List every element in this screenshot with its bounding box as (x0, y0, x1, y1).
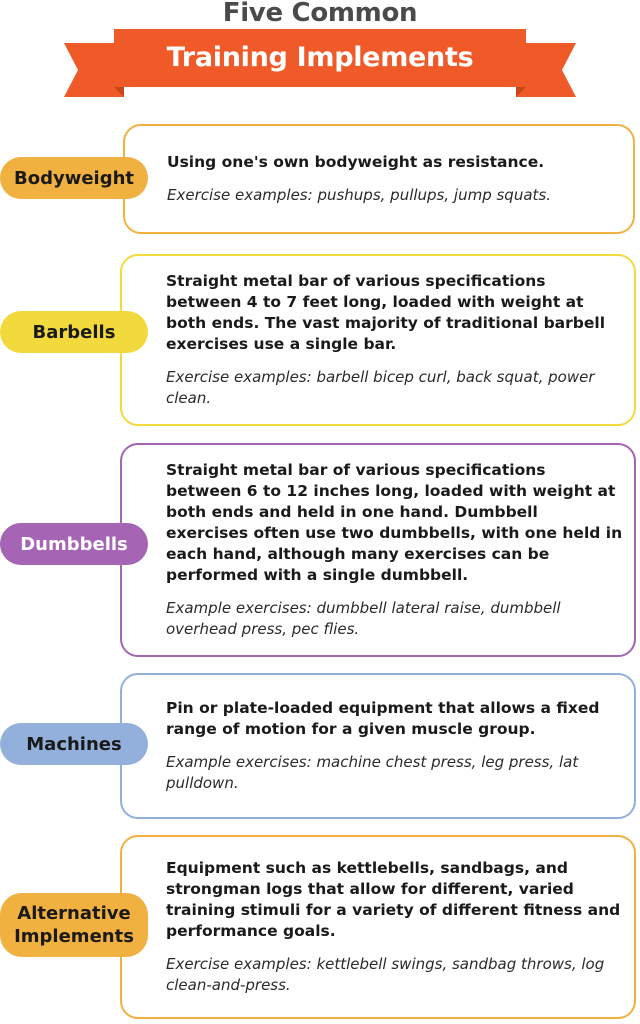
bodyweight-examples: Exercise examples: pushups, pullups, jump squats. (167, 186, 551, 204)
alternative-implements-description: Equipment such as kettlebells, sandbags, and strongman logs that allow for different, varied training stimuli for a variety of different fitness and performance goals. (166, 859, 621, 940)
card-alternative-implements (120, 835, 636, 1019)
card-bodyweight (123, 124, 635, 234)
label-barbells: Barbells (0, 311, 148, 353)
label-alternative-implements: Alternative Implements (0, 893, 148, 957)
card-barbells (120, 254, 636, 426)
label-machines: Machines (0, 723, 148, 765)
dumbbells-description: Straight metal bar of various specifications between 6 to 12 inches long, loaded with weight at both ends and held in one hand. Dumbbell exercises often use two dumbbells, with one held in each hand, although many exercises can be performed with a single dumbbell. (166, 461, 623, 584)
card-dumbbells (120, 443, 636, 657)
card-machines (120, 673, 636, 819)
dumbbells-examples: Example exercises: dumbbell lateral raise, dumbbell overhead press, pec flies. (166, 599, 561, 638)
machines-description: Pin or plate-loaded equipment that allows a fixed range of motion for a given muscle group. (166, 699, 600, 738)
title-ribbon (64, 27, 576, 99)
barbells-examples: Exercise examples: barbell bicep curl, back squat, power clean. (166, 368, 595, 407)
label-bodyweight: Bodyweight (0, 157, 148, 199)
machines-examples: Example exercises: machine chest press, leg press, lat pulldown. (166, 753, 579, 792)
alternative-implements-examples: Exercise examples: kettlebell swings, sandbag throws, log clean-and-press. (166, 955, 605, 994)
title-line-2: Training Implements (166, 42, 474, 73)
label-dumbbells: Dumbbells (0, 523, 148, 565)
barbells-description: Straight metal bar of various specifications between 4 to 7 feet long, loaded with weight at both ends. The vast majority of traditional barbell exercises use a single bar. (166, 272, 606, 353)
bodyweight-description: Using one's own bodyweight as resistance. (167, 153, 545, 171)
title-line-1: Five Common (222, 0, 418, 28)
